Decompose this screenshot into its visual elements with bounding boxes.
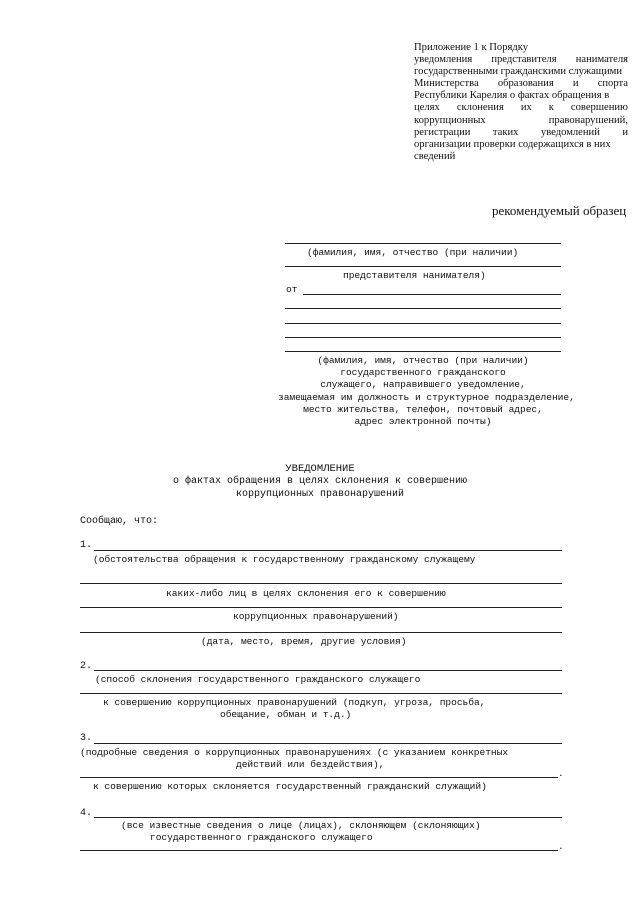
sender-line-2	[285, 308, 561, 309]
item-4-line-1	[94, 817, 562, 818]
appendix-line: организации проверки содержащихся в них	[414, 138, 611, 150]
item-2-caption-2: к совершению коррупционных правонарушений (подкуп, угроза, просьба,	[103, 697, 486, 708]
sender-caption-3: служащего, направившего уведомление,	[320, 379, 526, 390]
item-2-number: 2.	[80, 661, 93, 672]
appendix-line: целях склонения их к совершению	[414, 102, 628, 114]
item-1-number: 1.	[80, 540, 93, 551]
item-2-line-2	[80, 693, 562, 694]
appendix-line: Приложение 1 к Порядку	[414, 42, 529, 53]
item-3-caption-1: (подробные сведения о коррупционных правонарушениях (с указанием конкретных	[80, 747, 509, 758]
item-3-number: 3.	[80, 733, 93, 744]
recipient-name-line	[285, 243, 561, 244]
item-1-line-2	[80, 583, 562, 584]
sender-line-4	[285, 337, 561, 338]
item-2-caption-3: обещание, обман и т.д.)	[220, 709, 352, 720]
sender-caption-5: место жительства, телефон, почтовый адрес,	[303, 404, 543, 415]
item-4-caption-2: государственного гражданского служащего	[150, 832, 373, 843]
appendix-line: регистрации таких уведомлений и	[414, 126, 628, 138]
item-3-caption-2: действий или бездействия),	[236, 759, 385, 770]
sender-caption-1: (фамилия, имя, отчество (при наличии)	[317, 355, 529, 366]
item-2-line-1	[94, 670, 562, 671]
item-1-line-1	[94, 550, 562, 551]
item-3-line-2	[80, 777, 558, 778]
item-1-caption-3: коррупционных правонарушений)	[233, 611, 399, 622]
notice-title: УВЕДОМЛЕНИЕ	[285, 463, 355, 475]
sender-line-1	[303, 294, 561, 295]
sender-line-3	[285, 323, 561, 324]
appendix-line: сведений	[414, 150, 456, 162]
recipient-title-line	[285, 266, 561, 267]
sender-caption-2: государственного гражданского	[340, 367, 506, 378]
sender-line-5	[285, 351, 561, 352]
item-3-dot: .	[558, 768, 564, 779]
appendix-line: коррупционных правонарушений,	[414, 114, 628, 126]
appendix-header	[414, 42, 628, 163]
item-1-caption-1: (обстоятельства обращения к государственному гражданскому служащему	[93, 554, 476, 565]
sender-caption-4: замещаемая им должность и структурное подразделение,	[278, 392, 575, 403]
notice-subtitle-1: о фактах обращения в целях склонения к совершению	[172, 476, 468, 487]
item-4-dot: .	[558, 841, 564, 852]
sender-caption-6: адрес электронной почты)	[354, 416, 492, 427]
item-1-caption-4: (дата, место, время, другие условия)	[201, 636, 407, 647]
recipient-caption-title: представителя нанимателя)	[343, 270, 486, 281]
appendix-line: Республики Карелия о фактах обращения в	[414, 90, 610, 102]
item-1-line-4	[80, 632, 562, 633]
appendix-line: уведомления представителя нанимателя	[414, 54, 628, 66]
item-4-number: 4.	[80, 808, 93, 819]
item-1-line-3	[80, 607, 562, 608]
notice-intro: Сообщаю, что:	[80, 516, 159, 527]
item-4-line-2	[80, 850, 558, 851]
item-3-caption-3: к совершению которых склоняется государственный гражданский служащий)	[93, 781, 487, 792]
notice-subtitle-2: коррупционных правонарушений	[235, 489, 405, 500]
recipient-caption-name: (фамилия, имя, отчество (при наличии)	[307, 247, 519, 258]
item-3-line-1	[94, 743, 562, 744]
sample-label: рекомендуемый образец	[492, 203, 627, 218]
appendix-line: государственными гражданскими служащими	[414, 66, 623, 78]
item-2-caption-1: (способ склонения государственного гражданского служащего	[95, 674, 421, 685]
item-4-caption-1: (все известные сведения о лице (лицах), склоняющем (склоняющих)	[121, 820, 481, 831]
appendix-line: Министерства образования и спорта	[414, 78, 628, 90]
from-label: от	[286, 284, 298, 295]
item-1-caption-2: каких-либо лиц в целях склонения его к совершению	[166, 588, 446, 599]
